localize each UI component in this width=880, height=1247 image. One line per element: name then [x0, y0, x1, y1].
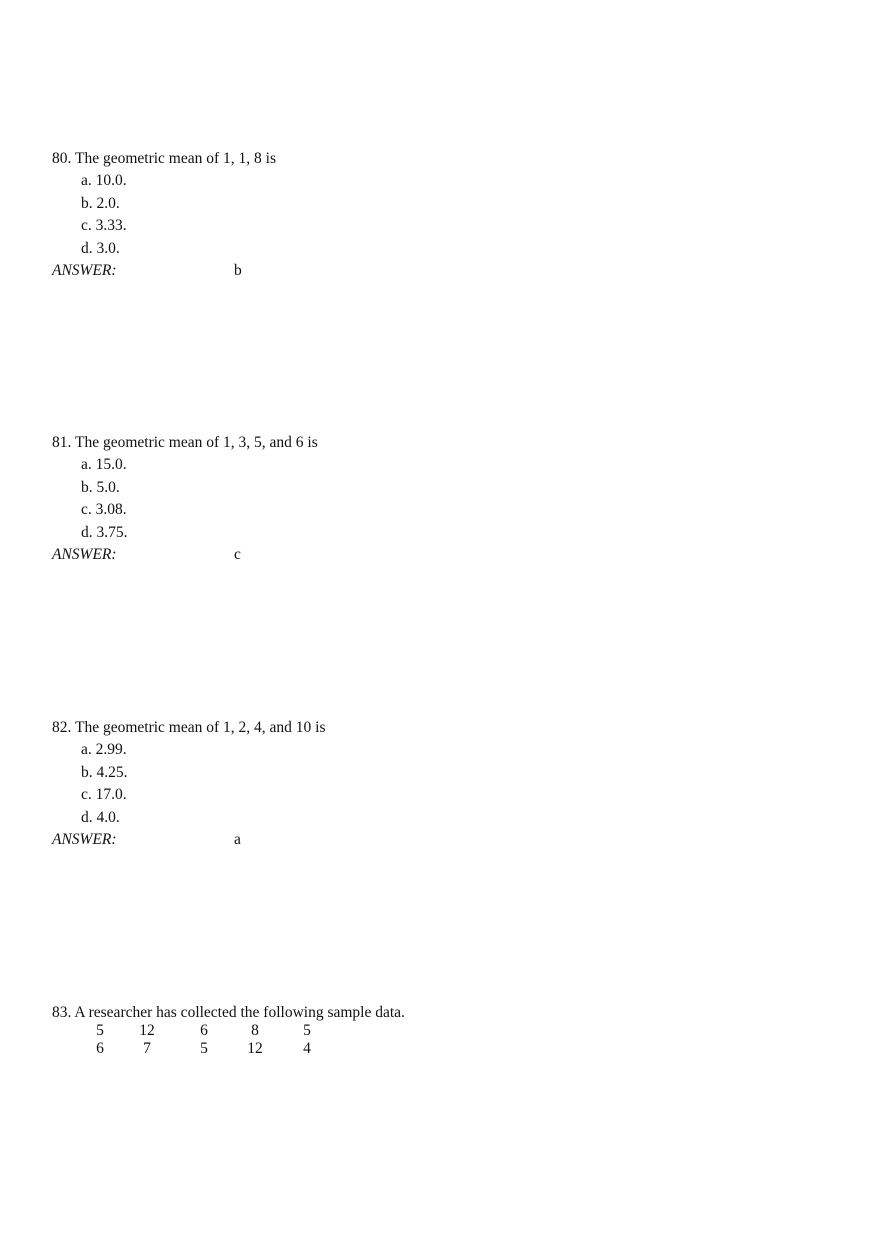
option-c: c. 3.33.	[81, 217, 127, 234]
data-cell: 5	[303, 1022, 311, 1039]
option-c: c. 17.0.	[81, 786, 127, 803]
answer-value: a	[234, 831, 241, 848]
data-cell: 6	[200, 1022, 208, 1039]
answer-row	[52, 260, 832, 282]
answer-row	[52, 829, 832, 851]
data-cell: 12	[247, 1040, 263, 1057]
data-cell: 8	[251, 1022, 259, 1039]
answer-label: ANSWER:	[52, 546, 117, 563]
option-a: a. 15.0.	[81, 456, 127, 473]
answer-value: b	[234, 262, 242, 279]
option-d: d. 3.75.	[81, 523, 128, 541]
option-b: b. 2.0.	[81, 194, 120, 212]
answer-value: c	[234, 546, 241, 563]
option-a: a. 10.0.	[81, 172, 127, 189]
question-82	[52, 717, 832, 851]
option-d: d. 4.0.	[81, 808, 120, 826]
data-cell: 4	[303, 1040, 311, 1057]
data-cell: 7	[143, 1040, 151, 1057]
question-text: 81. The geometric mean of 1, 3, 5, and 6 is	[52, 434, 318, 451]
answer-label: ANSWER:	[52, 831, 117, 848]
answer-row	[52, 544, 832, 566]
option-c: c. 3.08.	[81, 501, 127, 518]
data-cell: 5	[96, 1022, 104, 1039]
question-text: 83. A researcher has collected the following sample data.	[52, 1004, 405, 1021]
option-b: b. 5.0.	[81, 478, 120, 496]
option-b: b. 4.25.	[81, 763, 128, 781]
question-80	[52, 148, 832, 282]
data-cell: 12	[139, 1022, 155, 1039]
data-cell: 6	[96, 1040, 104, 1057]
option-a: a. 2.99.	[81, 741, 127, 758]
option-d: d. 3.0.	[81, 239, 120, 257]
data-cell: 5	[200, 1040, 208, 1057]
question-text: 82. The geometric mean of 1, 2, 4, and 10 is	[52, 719, 326, 736]
question-83	[52, 1002, 832, 1057]
answer-label: ANSWER:	[52, 262, 117, 279]
question-81	[52, 432, 832, 566]
question-text: 80. The geometric mean of 1, 1, 8 is	[52, 150, 276, 167]
